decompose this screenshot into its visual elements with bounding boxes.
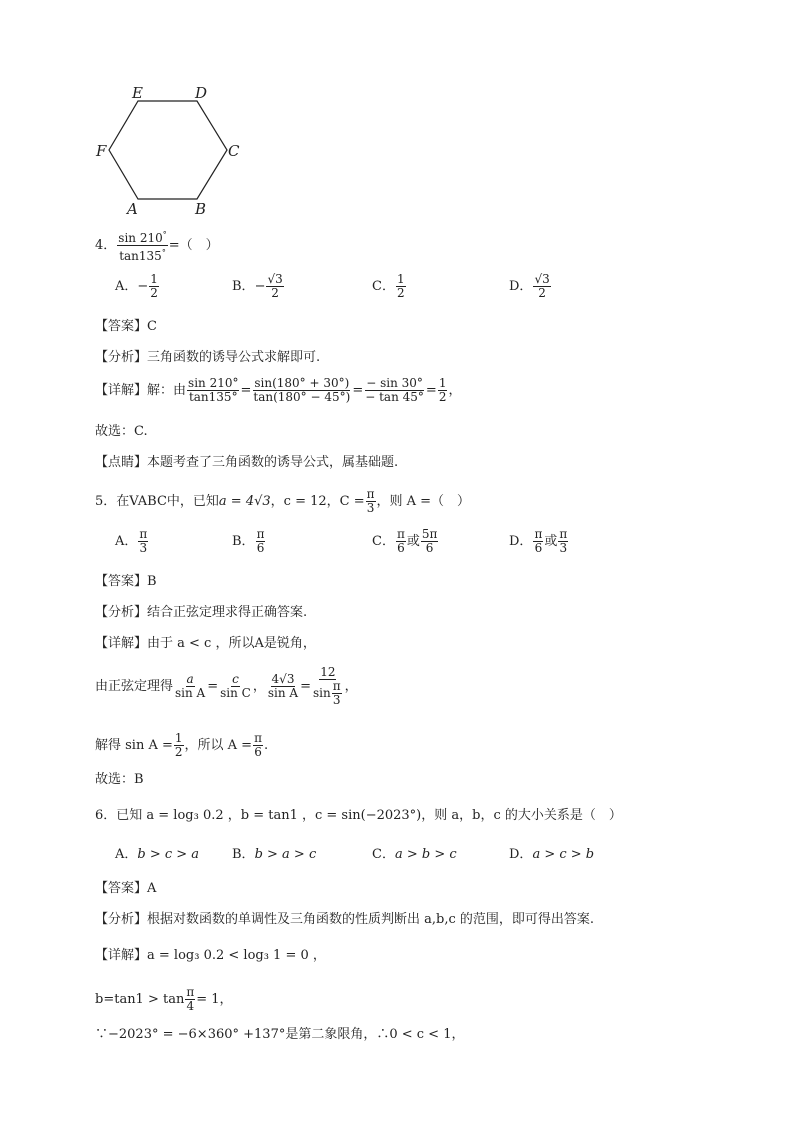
q5-solve2-num: π	[254, 731, 262, 745]
q4-number: 4．	[95, 238, 117, 253]
q4-option-c-den: 2	[396, 286, 405, 300]
q6-detail1-text: a = log₃ 0.2 < log₃ 1 = 0 ，	[147, 948, 326, 963]
q6-detail-line2	[95, 986, 233, 1013]
q5-option-d-num2: π	[559, 527, 568, 541]
q6-detail-line1	[95, 948, 326, 964]
q5-option-b	[232, 528, 266, 555]
q4-detail-f2-num: sin(180° + 30°)	[254, 376, 350, 390]
q4-lhs-num: sin 210	[118, 231, 163, 245]
q4-option-b-den: 2	[271, 286, 279, 300]
q5-option-a-den: 3	[139, 541, 148, 555]
q4-detail-f3-den: − tan 45°	[365, 390, 424, 404]
q4-detail-f3-num: − sin 30°	[366, 376, 423, 390]
q5-law-f3-num: 4√3	[271, 672, 295, 686]
q4-stem	[95, 228, 219, 263]
q5-solve-end: .	[263, 738, 269, 753]
q4-detail-tag: 【详解】	[95, 383, 148, 398]
q4-option-b	[232, 273, 285, 300]
q5-law-f4-den-num: π	[332, 679, 341, 693]
q4-answer	[95, 319, 157, 335]
q4-detail: 【详解】解：由 $\frac{\sin 210^\circ}{\tan 135^\circ}$ = $\frac{\sin(180^\circ + 30^\circ)}{\tan(180^\circ - 45^\circ)}$ = $\frac{- \sin 30^\circ}{- \tan 45^\circ}$ = $\frac{1}{2}$ ，	[95, 376, 462, 404]
q5-option-c-num1: π	[396, 527, 405, 541]
q5-solve-prefix: 解得 sin A =	[95, 738, 173, 753]
q5-cond2: ，c = 12	[270, 494, 327, 509]
q6-detail2-den: 4	[186, 999, 195, 1013]
q4-option-c-num: 1	[396, 272, 405, 286]
q4-detail-f1-num: sin 210°	[188, 376, 239, 390]
q5-answer	[95, 574, 157, 590]
q5-detail1-text: 由于 a < c ，所以A是锐角，	[147, 636, 316, 651]
q5-detail-tag: 【详解】	[95, 636, 148, 651]
q6-analysis-tag: 【分析】	[95, 912, 148, 927]
q6-detail2-pre: b=tan1 > tan	[95, 992, 185, 1007]
q4-option-d-label: D．	[509, 279, 533, 294]
q4-option-a-den: 2	[150, 286, 158, 300]
q5-option-c-or: 或	[406, 534, 420, 549]
q5-option-c-den1: 6	[397, 541, 405, 555]
q4-option-c	[372, 273, 407, 300]
q4-option-d	[509, 273, 552, 300]
q6-analysis-text: 根据对数函数的单调性及三角函数的性质判断出 a,b,c 的范围，即可得出答案.	[147, 912, 595, 927]
q6-option-c-text: a > b > c	[394, 847, 457, 862]
q4-option-b-label: B．	[232, 279, 255, 294]
q5-option-b-label: B．	[232, 534, 255, 549]
q5-solve-mid: ，所以 A =	[184, 738, 253, 753]
q4-answer-value: C	[147, 319, 157, 334]
q4-detail-f4-den: 2	[438, 390, 447, 404]
q5-analysis-text: 结合正弦定理求得正确答案.	[147, 605, 308, 620]
q5-law-f1-num: a	[186, 672, 194, 686]
q5-option-a-num: π	[139, 527, 148, 541]
q5-option-d-den2: 3	[559, 541, 568, 555]
q5-law-f1-den: sin A	[175, 686, 206, 700]
q6-answer-value: A	[147, 881, 157, 896]
q5-option-c-num2: 5π	[421, 527, 438, 541]
q6-option-a-label: A．	[115, 847, 138, 862]
q6-analysis	[95, 912, 594, 928]
q4-lhs-num-sup: °	[162, 230, 167, 239]
q5-solve-line	[95, 732, 268, 759]
q4-option-a-label: A．	[115, 279, 138, 294]
q4-option-b-num: √3	[267, 272, 283, 286]
q6-option-b-label: B．	[232, 847, 255, 862]
q5-option-d	[509, 528, 569, 555]
q6-option-d-text: a > c > b	[532, 847, 595, 862]
hexagon-figure	[90, 80, 250, 220]
q5-law-prefix: 由正弦定理得	[95, 679, 174, 694]
q4-comment-tag: 【点睛】	[95, 455, 148, 470]
q4-comment-text: 本题考查了三角函数的诱导公式，属基础题.	[147, 455, 399, 470]
q5-option-d-den1: 6	[534, 541, 543, 555]
q4-detail-end: ，	[448, 383, 462, 398]
q4-choice: 故选：C.	[95, 424, 148, 439]
q4-detail-prefix: 解：由	[147, 383, 187, 398]
q4-lhs-den-sup: °	[161, 248, 166, 257]
q6-detail2-end: = 1，	[196, 992, 233, 1007]
q5-option-a	[115, 528, 149, 555]
q5-stem-part2: ，则 A =（ ）	[376, 494, 471, 509]
vertex-label-f: F	[96, 142, 107, 160]
vertex-label-a: A	[127, 200, 138, 218]
vertex-label-b: B	[195, 200, 207, 218]
q4-eq: =（ ）	[168, 238, 219, 253]
q6-option-c	[372, 847, 457, 863]
q4-lhs-den: tan135	[119, 249, 162, 263]
q5-law-f4-num: 12	[320, 665, 336, 679]
q6-option-d	[509, 847, 594, 863]
q4-option-a-sign: −	[137, 279, 149, 294]
q6-answer	[95, 881, 156, 897]
q5-stem-part1: 5．在VABC中，已知	[95, 494, 219, 509]
q6-detail-tag: 【详解】	[95, 948, 148, 963]
q5-solve-den: 2	[174, 745, 183, 759]
q5-option-b-den: 6	[256, 541, 265, 555]
q4-analysis	[95, 350, 320, 366]
q6-option-d-label: D．	[509, 847, 533, 862]
q5-law-f4-den-pre: sin	[313, 686, 331, 700]
q4-option-b-sign: −	[254, 279, 266, 294]
q4-comment	[95, 455, 398, 471]
q5-option-d-label: D．	[509, 534, 533, 549]
q5-option-a-label: A．	[115, 534, 138, 549]
q4-option-c-label: C．	[372, 279, 395, 294]
q4-option-d-den: 2	[538, 286, 546, 300]
q5-law-line: 由正弦定理得 $\frac{a}{\text{sin A}}$ = $\frac{c}{\text{sin C}}$ ， $\frac{4√3}{\text{sin A}}$ = 12 sin $\frac{\pi}{3}$ ，	[95, 665, 358, 707]
q5-law-f2-num: c	[232, 672, 239, 686]
q6-stem: 6．已知 a = log₃ 0.2 ，b = tan1 ，c = sin(−2023°)，则 a，b，c 的大小关系是（ ）	[95, 808, 622, 823]
q6-option-b	[232, 847, 316, 863]
q5-solve-num: 1	[174, 731, 183, 745]
q6-detail2-num: π	[186, 985, 195, 999]
q5-solve2-den: 6	[254, 745, 262, 759]
q6-option-a	[115, 847, 199, 863]
q5-stem	[95, 488, 470, 515]
q4-analysis-text: 三角函数的诱导公式求解即可.	[147, 350, 321, 365]
q6-detail-line3: ∵−2023° = −6×360° +137°是第二象限角，∴0 < c < 1，	[95, 1027, 465, 1042]
q5-answer-tag: 【答案】	[95, 574, 148, 589]
q4-option-a	[115, 273, 160, 300]
q4-detail-f2-den: tan(180° − 45°)	[253, 390, 351, 404]
q5-c-num: π	[366, 487, 375, 501]
q5-option-c	[372, 528, 439, 555]
q6-answer-tag: 【答案】	[95, 881, 148, 896]
q5-law-f4-den-den: 3	[332, 693, 341, 707]
q5-option-c-den2: 6	[425, 541, 434, 555]
q5-answer-value: B	[147, 574, 157, 589]
vertex-label-e: E	[132, 84, 143, 102]
q5-option-c-label: C．	[372, 534, 395, 549]
q5-cond1: a = 4√3	[218, 494, 271, 509]
q4-lhs-fraction	[117, 228, 167, 263]
q5-choice: 故选：B	[95, 772, 144, 787]
q5-option-d-or: 或	[544, 534, 558, 549]
q5-c-den: 3	[366, 501, 375, 515]
q5-analysis	[95, 605, 307, 621]
q4-analysis-tag: 【分析】	[95, 350, 148, 365]
q4-detail-f4-num: 1	[438, 376, 447, 390]
q5-law-f3-den: sin A	[267, 686, 299, 700]
q5-analysis-tag: 【分析】	[95, 605, 148, 620]
q6-option-a-text: b > c > a	[137, 847, 200, 862]
q4-detail-f1-den: tan135°	[188, 390, 238, 404]
vertex-label-d: D	[195, 84, 208, 102]
q6-option-c-label: C．	[372, 847, 395, 862]
q5-law-f2-den: sin C	[220, 686, 251, 700]
q4-option-a-num: 1	[150, 272, 158, 286]
q4-option-d-num: √3	[534, 272, 550, 286]
q5-option-d-num1: π	[534, 527, 543, 541]
q5-cond3: ，C =	[326, 494, 365, 509]
q5-detail-line1	[95, 636, 316, 652]
hexagon-shape	[109, 101, 227, 199]
q5-option-b-num: π	[256, 527, 265, 541]
q6-option-b-text: b > a > c	[254, 847, 317, 862]
q4-answer-tag: 【答案】	[95, 319, 148, 334]
vertex-label-c: C	[228, 142, 240, 160]
